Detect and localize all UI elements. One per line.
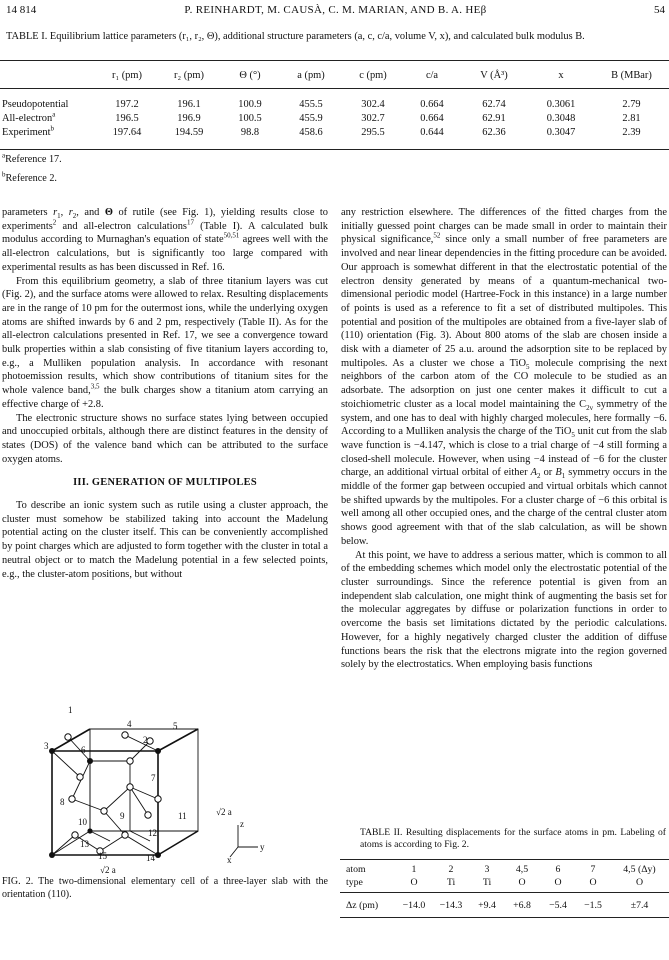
atom-label: 7 bbox=[151, 773, 156, 783]
table1-col-header: a (pm) bbox=[297, 70, 325, 81]
dimension-label-side: √2 a bbox=[216, 807, 232, 817]
table1-col-header: c/a bbox=[425, 70, 439, 81]
table-cell: 6 bbox=[555, 864, 561, 875]
atom-label: 1 bbox=[68, 705, 73, 715]
atom-label: 3 bbox=[44, 741, 49, 751]
atom-label: 13 bbox=[80, 839, 89, 849]
ti-atom-node bbox=[155, 748, 161, 754]
table1-col-header: x bbox=[558, 70, 564, 81]
paragraph: The electronic structure shows no surface states lying between occupied and unoccupied orbitals, although there are distinct features in the density of states (DOS) of the valence band which can be attributed to the surface oxygen atoms. bbox=[2, 412, 328, 465]
bond bbox=[104, 787, 130, 811]
table1-corner bbox=[0, 61, 96, 90]
paragraph: At this point, we have to address a serious matter, which is common to all of the embedding schemes which model only the electrostatic potential of the cluster surroundings. Since the reference potential is given from an independent slab calculation, one might think of augmenting the basis set for the molecular aggregates by diffuse or polarization functions in order to overcome the basis set limitations dictated by the periodic calculations. However, for a highly negatively charged cluster the addition of diffuse functions bears the risk that the electrons migrate into the region governed solely by the electrostatics. When employing basis functions bbox=[341, 549, 667, 671]
ti-atom-node bbox=[49, 852, 55, 858]
axes-indicator bbox=[230, 825, 258, 857]
table-cell: 0.3048 bbox=[546, 112, 576, 124]
table-cell: 196.5 bbox=[115, 112, 139, 124]
table-cell: 196.9 bbox=[177, 112, 201, 124]
ti-atom-node bbox=[155, 852, 161, 858]
atom-node bbox=[69, 796, 75, 802]
table-cell: 4,5 bbox=[515, 864, 529, 875]
ti-atom-node bbox=[87, 758, 93, 764]
table2-bottom-rule bbox=[340, 917, 669, 918]
atom-label: 9 bbox=[120, 811, 125, 821]
page-number-left: 14 814 bbox=[6, 4, 37, 16]
table1-col-header: Θ (°) bbox=[239, 70, 261, 81]
page-number-right: 54 bbox=[654, 4, 665, 16]
table-cell: O bbox=[635, 877, 644, 888]
bond bbox=[52, 835, 75, 855]
table-cell: 62.91 bbox=[482, 112, 506, 124]
table2-top-rule bbox=[340, 859, 669, 860]
table1-header-row bbox=[0, 61, 669, 90]
table-row bbox=[0, 125, 669, 139]
atom-label: 4 bbox=[127, 719, 132, 729]
left-column-text bbox=[2, 206, 328, 581]
atom-node bbox=[155, 796, 161, 802]
atom-label: 15 bbox=[98, 851, 107, 861]
dimension-label-bottom: √2 a bbox=[100, 865, 116, 875]
table-cell: 302.7 bbox=[361, 112, 385, 124]
table-cell: 0.644 bbox=[420, 126, 444, 138]
table1-col-header: r₂ (pm) bbox=[174, 70, 204, 81]
atom-node bbox=[122, 832, 128, 838]
atom-label: 6 bbox=[81, 745, 86, 755]
atom-node bbox=[72, 832, 78, 838]
table-cell: −5.4 bbox=[549, 900, 567, 911]
atom-node bbox=[127, 784, 133, 790]
bond bbox=[125, 835, 158, 855]
table-cell: 302.4 bbox=[361, 98, 385, 110]
table-cell: 197.2 bbox=[115, 98, 139, 110]
atom-node bbox=[127, 758, 133, 764]
table-cell: 455.5 bbox=[299, 98, 323, 110]
table-cell: 3 bbox=[484, 864, 490, 875]
atom-label: 2 bbox=[143, 735, 148, 745]
table-cell: Δz (pm) bbox=[346, 900, 379, 911]
table-cell: −1.5 bbox=[584, 900, 602, 911]
table-cell: 62.36 bbox=[482, 126, 506, 138]
table-cell: Ti bbox=[446, 877, 456, 888]
atom-label: 12 bbox=[148, 828, 157, 838]
table2 bbox=[340, 863, 669, 912]
table1 bbox=[0, 61, 669, 139]
axis-label-z: z bbox=[240, 819, 244, 829]
table-cell: −14.0 bbox=[402, 900, 426, 911]
table-cell: O bbox=[589, 877, 597, 888]
table-cell: 100.9 bbox=[238, 98, 262, 110]
table-cell: ±7.4 bbox=[630, 900, 649, 911]
edge bbox=[158, 729, 198, 751]
right-column-text bbox=[341, 206, 667, 672]
table2-caption: TABLE II. Resulting displacements for the surface atoms in pm. Labeling of atoms is according to Fig. 2. bbox=[360, 827, 666, 850]
table-cell: 455.9 bbox=[299, 112, 323, 124]
table-cell: 196.1 bbox=[177, 98, 201, 110]
figure-caption: FIG. 2. The two-dimensional elementary cell of a three-layer slab with the orientation (110). bbox=[2, 876, 328, 900]
paragraph: To describe an ionic system such as rutile using a cluster approach, the cluster must somehow be stabilized taking into account the Madelung potential acting on the cluster itself. This can be conveniently accomplished by point charges which are adjusted to form together with the cluster in total a neutral object or to match the Madelung potential in a few selected points, e.g., the cluster-atom positions, but without bbox=[2, 500, 328, 580]
paragraph: any restriction elsewhere. The differences of the fitted charges from the initially guessed point charges can be made small in order to maintain their physical significance,$^{52}$ since only a small number of free parameters are involved and near linear dependencies in the fitting procedure can be avoided. Our approach is somewhat different in that the electrostatic potential of the electron density generated by means of a quantum-mechanical two-dimensional periodic model (Hartree-Fock in this instance) in a large number of points is used as a reference to fit a set of distributed multipoles. This potential and position of the multipoles are obtained from a five-layer slab of (110) orientation (Fig. 3). About 800 atoms of the slab are chosen inside a disk with a diameter of 25 a.u. around the adsorption site to be replaced by multipoles. As a cluster we chose a TiO$_5$ molecule comprising the next neighbors of the carbon atom of the CO molecule to be studied as an adsorbate. The adsorption on just one center makes it difficult to cut a stoichiometric cluster as a local model maintaining the $C_{2v}$ symmetry of the system, and one has to deal with highly charged molecules, here formally −6. According to a Mulliken analysis the charge of the TiO$_5$ unit cut from the slab wave function is −4.147, which is close to a trial charge of −4 still forming a closed-shell molecule. However, when using −4 instead of −6 for the cluster charge, an additional virtual orbital of either $A_2$ or $B_1$ symmetry occurs in the middle of the former gap between occupied and virtual orbitals which cannot be shifted upwards by the multipoles. For a cluster charge of −6 this orbital is well among all other occupied ones, and the charge of the central cluster atom shows good agreement with that of the slab calculation, as will be shown below. bbox=[341, 207, 668, 547]
atom-node bbox=[77, 774, 83, 780]
table-cell: 2.79 bbox=[622, 98, 641, 110]
table-cell: 194.59 bbox=[174, 126, 204, 138]
atom-node bbox=[122, 732, 128, 738]
table-cell: type bbox=[346, 877, 363, 888]
running-header bbox=[6, 4, 665, 18]
atom-label: 14 bbox=[146, 853, 155, 863]
bond bbox=[68, 737, 90, 761]
atom-node bbox=[147, 738, 153, 744]
table-cell: 62.74 bbox=[482, 98, 506, 110]
atom-node bbox=[145, 812, 151, 818]
table-cell: 1 bbox=[411, 864, 417, 875]
table-cell: 2.39 bbox=[622, 126, 641, 138]
table-cell: O bbox=[554, 877, 562, 888]
slab-cell-figure bbox=[30, 705, 300, 875]
row-label: Pseudopotential bbox=[2, 98, 69, 110]
ti-atom-node bbox=[87, 828, 92, 833]
table-cell: 2.81 bbox=[622, 112, 641, 124]
table-cell: 295.5 bbox=[361, 126, 385, 138]
table-cell: 98.8 bbox=[240, 126, 260, 138]
table2-mid-rule bbox=[340, 892, 669, 893]
axis-label-x: x bbox=[227, 855, 232, 865]
table-row bbox=[0, 97, 669, 111]
table-cell: 4,5 (Δy) bbox=[623, 864, 656, 875]
table-cell: 197.64 bbox=[112, 126, 142, 138]
table1-col-header: V (Å³) bbox=[480, 70, 508, 81]
author-line: P. REINHARDT, M. CAUSÀ, C. M. MARIAN, AND B. A. HEβ bbox=[184, 4, 487, 16]
table-cell: O bbox=[410, 877, 418, 888]
table1-header-rule bbox=[0, 88, 669, 89]
table-cell: 458.6 bbox=[299, 126, 323, 138]
table-cell: −14.3 bbox=[439, 900, 463, 911]
table-cell: +6.8 bbox=[513, 900, 531, 911]
table-cell: Ti bbox=[482, 877, 492, 888]
table1-col-header: c (pm) bbox=[359, 70, 387, 81]
bond bbox=[72, 799, 104, 811]
row-label: All-electron$^a$ bbox=[2, 110, 56, 124]
table-cell: +9.4 bbox=[478, 900, 496, 911]
table-cell: O bbox=[518, 877, 526, 888]
table-cell: 2 bbox=[448, 864, 454, 875]
edge bbox=[158, 831, 198, 855]
section-heading: III. GENERATION OF MULTIPOLES bbox=[73, 477, 257, 489]
atom-label: 5 bbox=[173, 721, 178, 731]
table1-footnote-a: $^a$Reference 17. bbox=[2, 151, 62, 165]
table1-footnote-b: $^b$Reference 2. bbox=[2, 170, 57, 184]
table-cell: atom bbox=[346, 864, 366, 875]
table-cell: 0.3047 bbox=[546, 126, 576, 138]
paragraph: From this equilibrium geometry, a slab of three titanium layers was cut (Fig. 2), and the surface atoms were allowed to relax. Resulting displacements are in the range of 10 pm for the outermost ions, while the underlying oxygen atoms are shifted inwards by 6 and 2 pm, respectively (Table II). As for the all-electron calculations presented in Ref. 17, we see a convergence toward bulk properties within a slab consisting of five titanium layers according to, e.g., a Mulliken population analysis. In accordance with resonant photoemission results, which show contributions of titanium sites for the whole valence band,$^{3,5}$ the bulk charges show a titanium atom carrying an effective charge of +2.8. bbox=[2, 275, 328, 410]
table1-bottom-rule bbox=[0, 149, 669, 150]
table-cell: 100.5 bbox=[238, 112, 262, 124]
table-cell: 0.3061 bbox=[546, 98, 576, 110]
table-row bbox=[340, 863, 669, 876]
paragraph: parameters $r_1$, $r_2$, and Θ of rutile (see Fig. 1), yielding results close to experiments$^2$ and all-electron calculations$^{17}$ (Table I). A calculated bulk modulus according to Murnaghan's equation of state$^{50,51}$ agrees well with the all-electron calculations, but is significantly too large compared with experimental results as has been discussed in Ref. 16. bbox=[2, 207, 329, 273]
atom-node bbox=[101, 808, 107, 814]
front-face bbox=[52, 751, 158, 855]
atom-node bbox=[65, 734, 71, 740]
atom-label: 11 bbox=[178, 811, 187, 821]
table-row bbox=[340, 899, 669, 912]
ti-atom-node bbox=[49, 748, 55, 754]
atom-label: 8 bbox=[60, 797, 65, 807]
bond bbox=[52, 751, 80, 777]
table-cell: 0.664 bbox=[420, 98, 444, 110]
bond bbox=[90, 831, 110, 841]
atom-label: 10 bbox=[78, 817, 87, 827]
table-row bbox=[340, 876, 669, 889]
table-cell: 0.664 bbox=[420, 112, 444, 124]
table1-caption: TABLE I. Equilibrium lattice parameters (r₁, r₂, Θ), additional structure parameters (a, c, c/a, volume V, x), and calculated bulk modulus B. bbox=[6, 31, 585, 42]
table1-col-header: B (MBar) bbox=[611, 70, 652, 81]
table1-col-header: r₁ (pm) bbox=[112, 70, 142, 81]
table-row bbox=[0, 111, 669, 125]
axis-label-y: y bbox=[260, 842, 265, 852]
row-label: Experiment$^b$ bbox=[2, 124, 54, 138]
table-cell: 7 bbox=[590, 864, 596, 875]
